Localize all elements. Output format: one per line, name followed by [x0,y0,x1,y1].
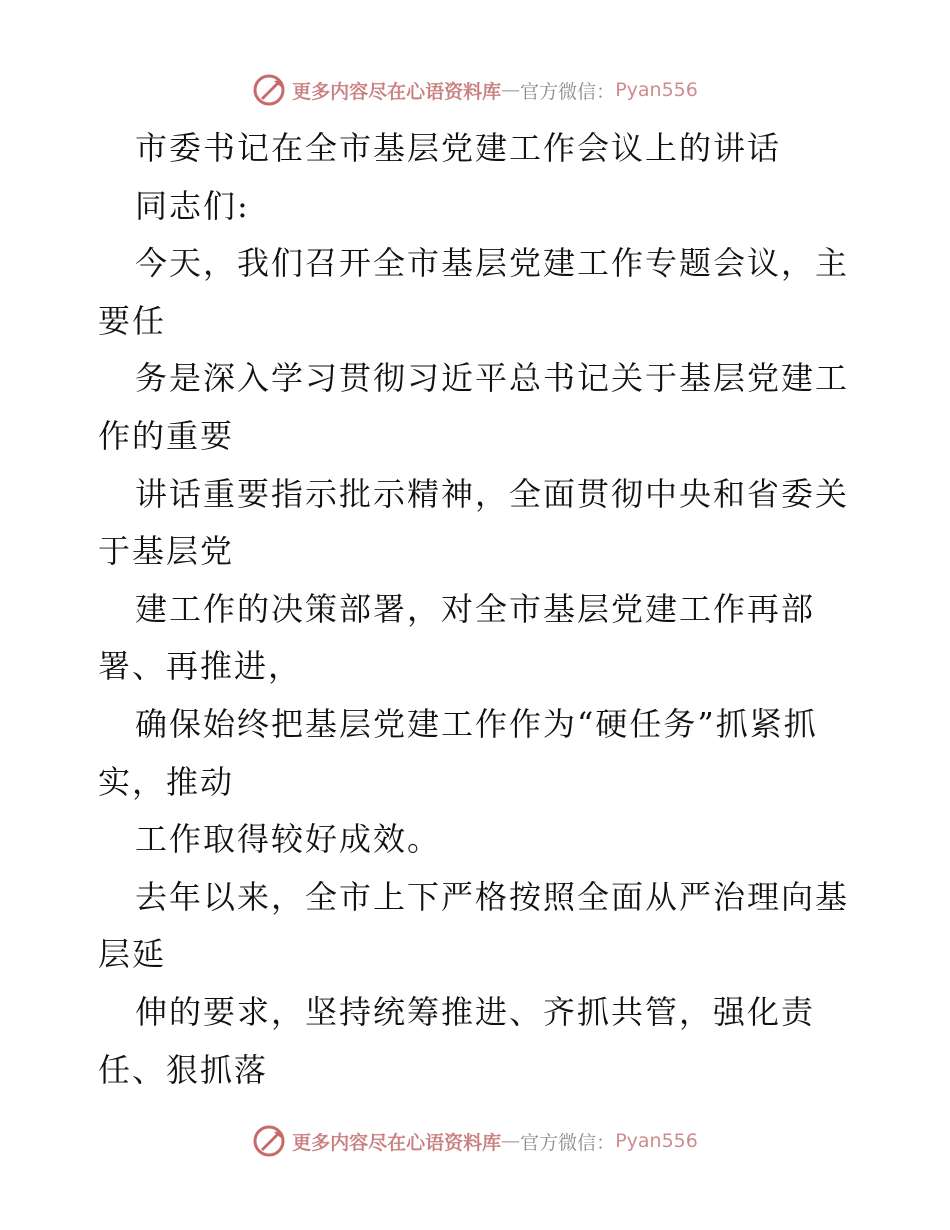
text-line: 任、狠抓落 [98,1050,269,1089]
text-line: 作的重要 [98,416,235,455]
watermark-text [292,1128,698,1155]
watermark-label: 官方微信： [520,80,616,103]
quill-logo-icon [252,73,286,107]
watermark-account: Pyan556 [615,79,698,101]
watermark-account: Pyan556 [615,1130,698,1152]
text-line: 讲话重要指示批示精神，全面贯彻中央和省委关 [135,474,850,513]
text-line: 署、再推进， [98,647,303,686]
text-line: 工作取得较好成效。 [135,820,442,859]
watermark-brand: 更多内容尽在心语资料库 [292,80,502,103]
text-line: 层延 [98,935,167,974]
text-line: 同志们: [135,186,250,225]
text-line: 要任 [98,301,167,340]
watermark-label: 官方微信： [520,1131,616,1154]
footer-watermark [0,1121,950,1161]
watermark-separator: — [501,1130,521,1152]
header-watermark [0,70,950,110]
text-line: 实，推动 [98,762,235,801]
document-title: 市委书记在全市基层党建工作会议上的讲话 [135,129,782,167]
text-line: 建工作的决策部署，对全市基层党建工作再部 [135,589,816,628]
text-line: 确保始终把基层党建工作作为“硬任务”抓紧抓 [135,704,818,743]
text-line: 伸的要求，坚持统筹推进、齐抓共管，强化责 [135,992,816,1031]
text-line: 去年以来，全市上下严格按照全面从严治理向基 [135,877,850,916]
text-line: 于基层党 [98,532,235,571]
watermark-separator: — [501,79,521,101]
watermark-brand: 更多内容尽在心语资料库 [292,1131,502,1154]
text-line: 今天，我们召开全市基层党建工作专题会议，主 [135,244,850,283]
text-line: 务是深入学习贯彻习近平总书记关于基层党建工 [135,359,850,398]
watermark-text [292,77,698,104]
document-body [98,120,858,1099]
quill-logo-icon [252,1124,286,1158]
